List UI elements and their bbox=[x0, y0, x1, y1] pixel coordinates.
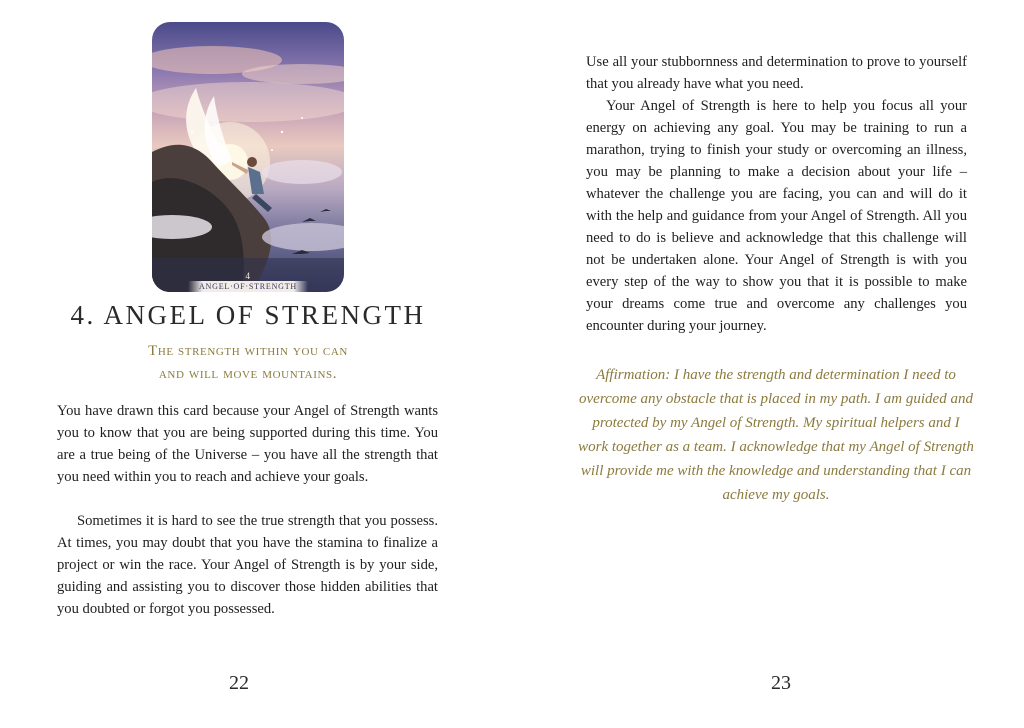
card-illustration bbox=[152, 22, 344, 292]
card-number: 4 bbox=[245, 271, 251, 281]
right-page bbox=[512, 0, 1024, 728]
oracle-card-image bbox=[152, 22, 344, 292]
subtitle-line-1: The strength within you can bbox=[148, 343, 348, 359]
page-number-right: 23 bbox=[771, 672, 791, 694]
left-paragraph-1: You have drawn this card because your Angel of Strength wants you to know that you are being supported during this time. You are a true being of the Universe – you have all the strength that you need within you to reach and achieve your goals. bbox=[57, 403, 438, 485]
right-paragraph-2: Your Angel of Strength is here to help you focus all your energy on achieving any goal. You may be training to run a marathon, trying to finish your study or overcoming an illness, you may be planning to make a decision about your life – whatever the challenge you are facing, you can and will do it with the help and guidance from your Angel of Strength. All you need to do is believe and acknowledge that this challenge will not be undertaken alone. Your Angel of Strength is with you every step of the way to show you that it is possible to make your dreams come true and overcome any challenges you encounter during your journey. bbox=[586, 98, 967, 334]
right-paragraph-1: Use all your stubbornness and determination to prove to yourself that you already have what you need. bbox=[586, 54, 967, 92]
card-banner-label: ANGEL·OF·STRENGTH bbox=[188, 281, 308, 292]
page-number-left: 22 bbox=[229, 672, 249, 694]
left-paragraph-2: Sometimes it is hard to see the true strength that you possess. At times, you may doubt that you have the stamina to finalize a project or win the race. Your Angel of Strength is by your side, guiding and assisting you to discover those hidden abilities that you doubted or forgot you possessed. bbox=[57, 513, 438, 617]
affirmation-text: Affirmation: I have the strength and determination I need to overcome any obstacle that is placed in my path. I am guided and protected by my Angel of Strength. My spiritual helpers and I work together as a team. I acknowledge that my Angel of Strength will provide me with the knowledge and understanding that I can achieve my goals. bbox=[578, 367, 974, 503]
chapter-subtitle bbox=[0, 340, 496, 386]
chapter-title: 4. ANGEL OF STRENGTH bbox=[70, 300, 426, 330]
subtitle-line-2: and will move mountains. bbox=[158, 366, 338, 382]
